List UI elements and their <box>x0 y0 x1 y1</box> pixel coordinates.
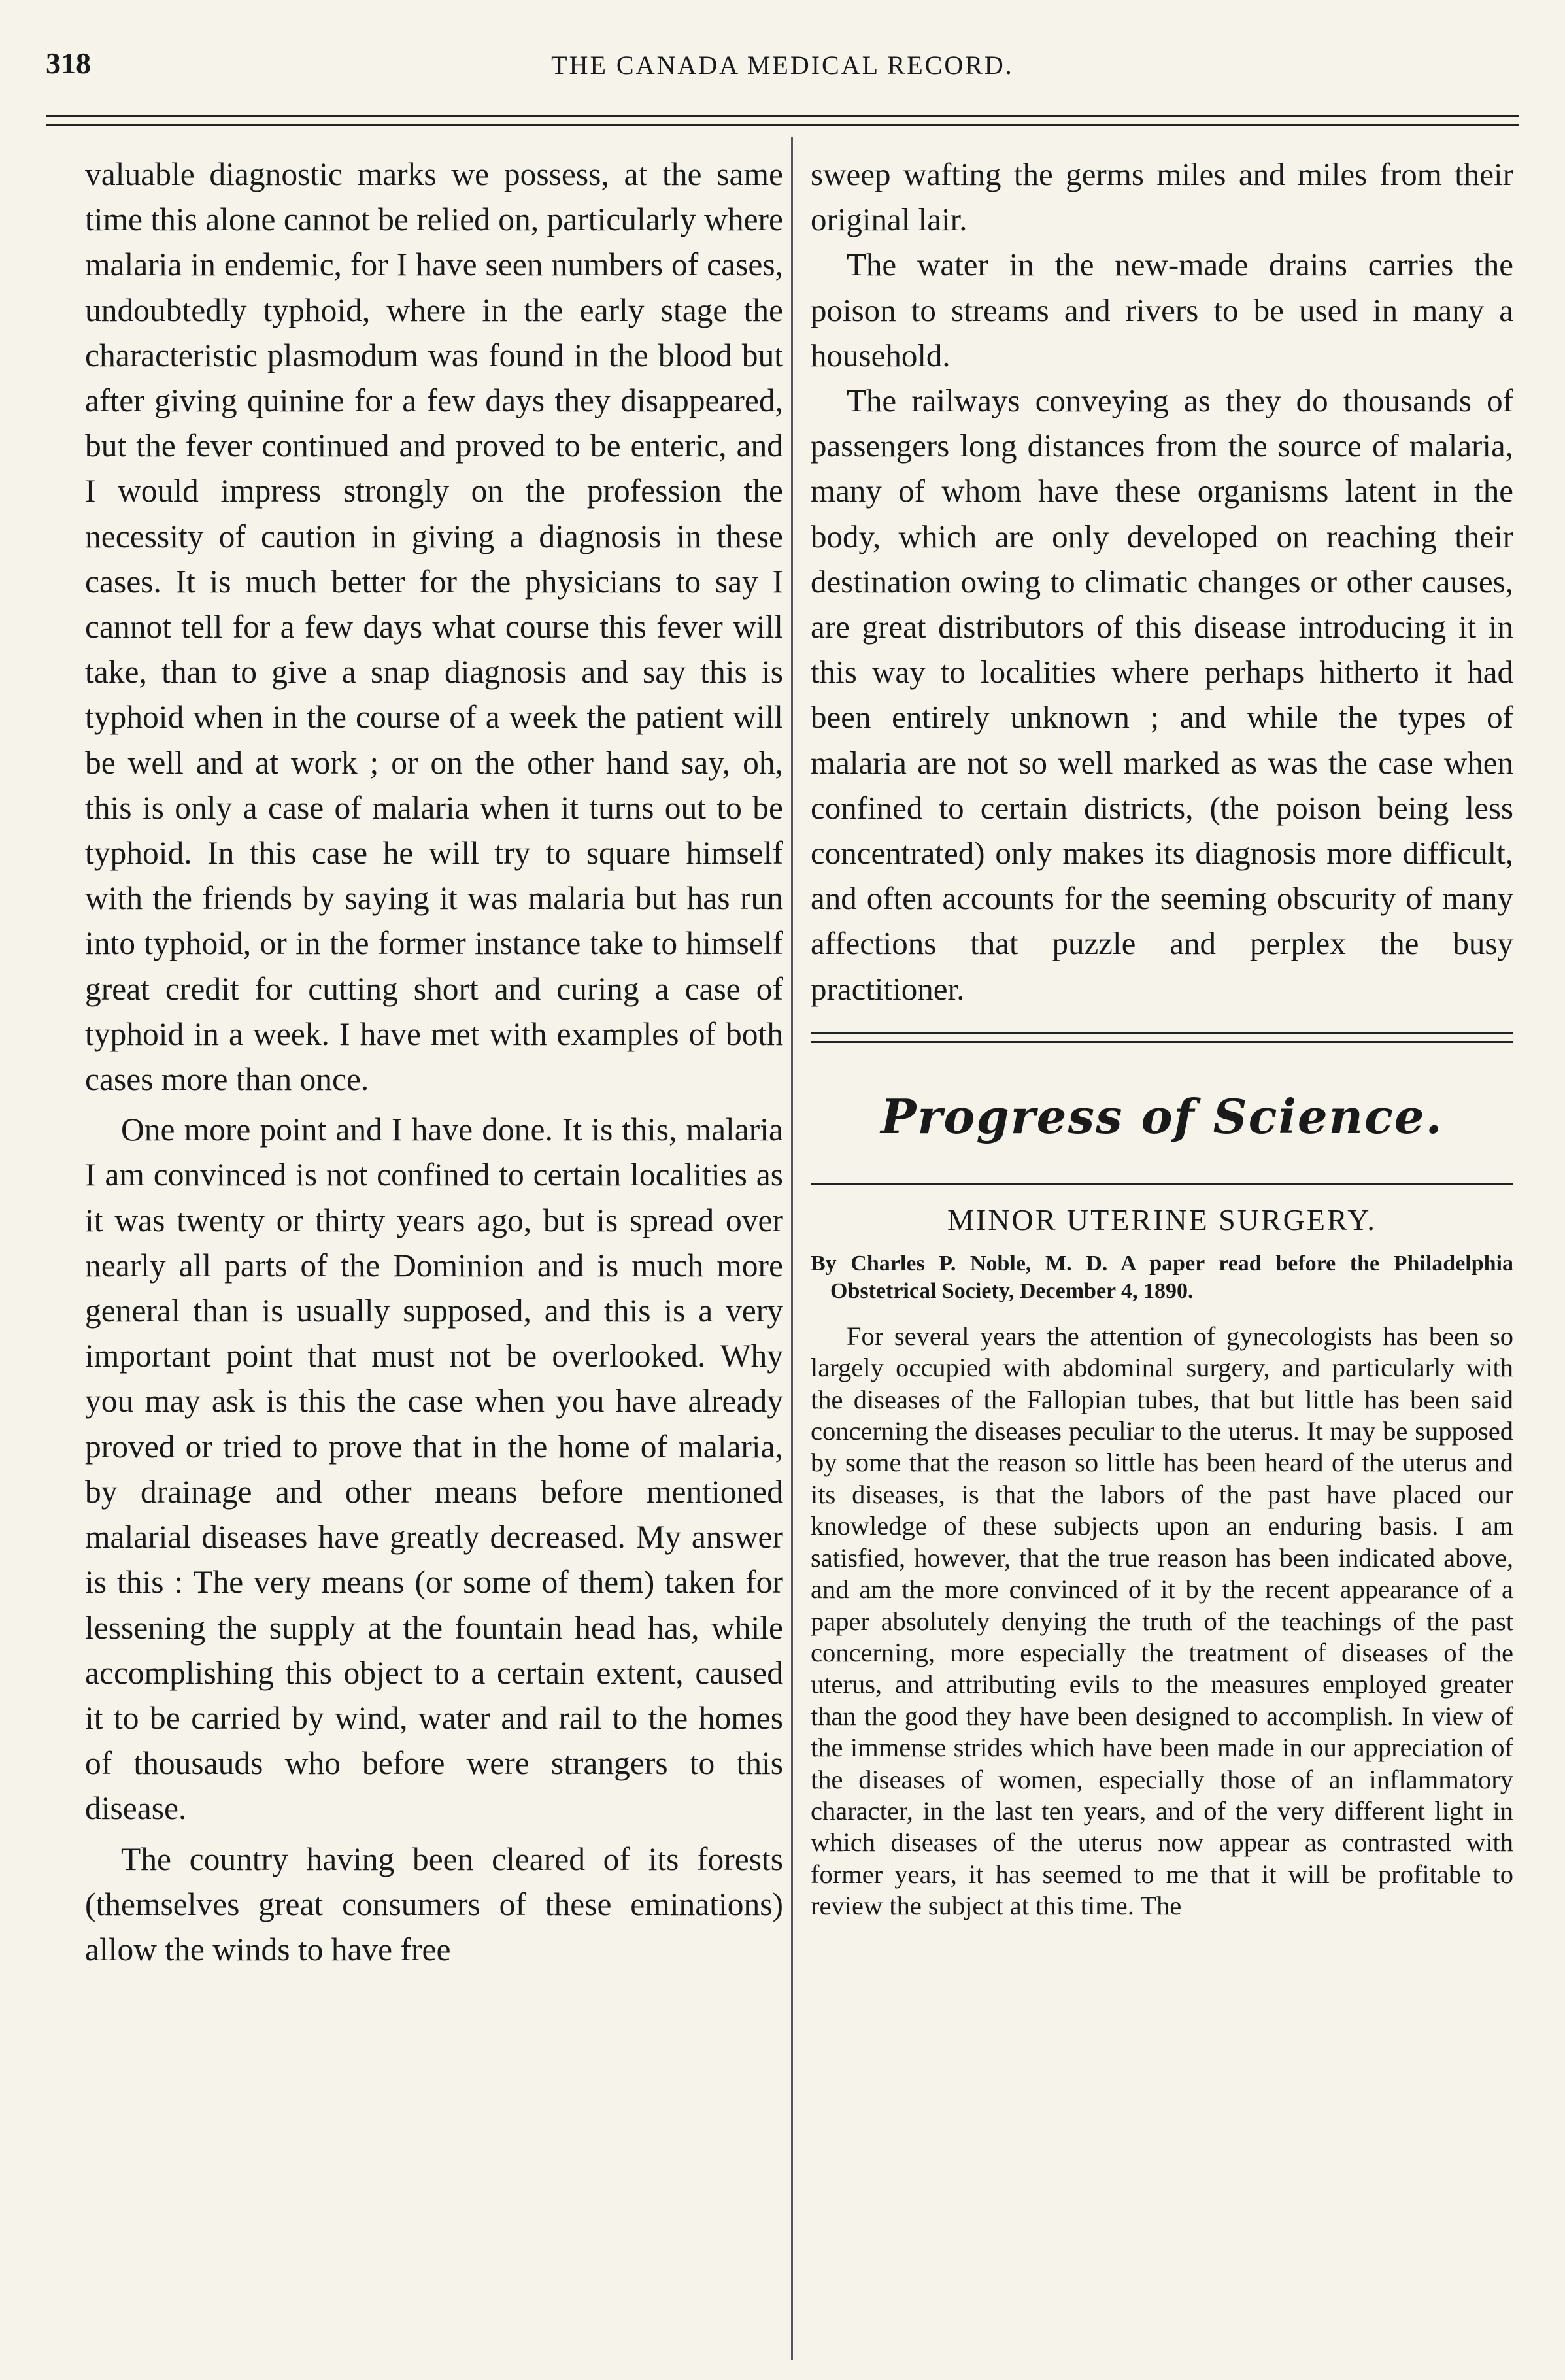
section-rule <box>811 1032 1513 1043</box>
right-column <box>811 152 1513 1922</box>
paragraph: The railways conveying as they do thousands of passengers long distances from the source of malaria, many of whom have these organisms latent in the body, which are only developed on reaching their destination owing to climatic changes or other causes, are great distributors of this disease introducing it in this way to localities where perhaps hitherto it had been entirely unknown ; and while the types of malaria are not so well marked as was the case when confined to certain districts, (the poison being less concentrated) only makes its diagnosis more difficult, and often accounts for the seeming obscurity of many affections that puzzle and perplex the busy practitioner. <box>811 382 1513 1007</box>
paragraph: The country having been cleared of its forests (themselves great consumers of these eminations) allow the winds to have free <box>85 1841 783 1967</box>
paragraph: valuable diagnostic marks we possess, at the same time this alone cannot be relied on, particularly where malaria in endemic, for I have seen numbers of cases, undoubtedly typhoid, where in the early stage the characteristic plasmodum was found in the blood but after giving quinine for a few days they disappeared, but the fever continued and proved to be enteric, and I would impress strongly on the profession the necessity of caution in giving a diagnosis in these cases. It is much better for the physicians to say I cannot tell for a few days what course this fever will take, than to give a snap diagnosis and say this is typhoid when in the course of a week the patient will be well and at work ; or on the other hand say, oh, this is only a case of malaria when it turns out to be typhoid. In this case he will try to square himself with the friends by saying it was malaria but has run into typhoid, or in the former instance take to himself great credit for cutting short and curing a case of typhoid in a week. I have met with examples of both cases more than once. <box>85 156 783 1098</box>
article-rule <box>811 1183 1513 1185</box>
left-column <box>85 152 783 1972</box>
header-rule <box>46 115 1519 126</box>
page-header <box>46 46 1519 92</box>
paragraph: One more point and I have done. It is this, malaria I am convinced is not confined to certain localities as it was twenty or thirty years ago, but is spread over nearly all parts of the Dominion and is much more general than is usually supposed, and this is a very important point that must not be overlooked. Why you may ask is this the case when you have already proved or tried to prove that in the home of malaria, by drainage and other means before mentioned malarial diseases have greatly decreased. My answer is this : The very means (or some of them) taken for lessening the supply at the fountain head has, while accomplishing this object to a certain extent, caused it to be carried by wind, water and rail to the homes of thousauds who before were strangers to this disease. <box>85 1112 783 1827</box>
section-heading: Progress of Science. <box>881 1088 1443 1144</box>
paragraph: sweep wafting the germs miles and miles from their original lair. <box>811 156 1513 238</box>
column-divider <box>791 137 793 2360</box>
article-title: MINOR UTERINE SURGERY. <box>947 1202 1377 1236</box>
article-body: For several years the attention of gynecologists has been so largely occupied with abdominal surgery, and particularly with the diseases of the Fallopian tubes, that but little has been said concerning the diseases peculiar to the uterus. It may be supposed by some that the reason so little has been heard of the uterus and its diseases, is that the labors of the past have placed our knowledge of these subjects upon an enduring basis. I am satisfied, however, that the true reason has been indicated above, and am the more convinced of it by the recent appearance of a paper absolutely denying the truth of the teachings of the past concerning, more especially the treatment of diseases of the uterus, and attributing evils to the measures employed greater than the good they have been designed to accomplish. In view of the immense strides which have been made in our appreciation of the diseases of women, especially those of an inflammatory character, in the last ten years, and of the very different light in which diseases of the uterus now appear as contrasted with former years, it has seemed to me that it will be profitable to review the subject at this time. The <box>811 1321 1513 1921</box>
running-title: THE CANADA MEDICAL RECORD. <box>551 50 1014 80</box>
paragraph: The water in the new-made drains carries the poison to streams and rivers to be used in many a household. <box>811 246 1513 373</box>
article-byline: By Charles P. Noble, M. D. A paper read before the Philadelphia Obstetrical Society, December 4, 1890. <box>811 1251 1513 1303</box>
page-number: 318 <box>46 46 91 80</box>
